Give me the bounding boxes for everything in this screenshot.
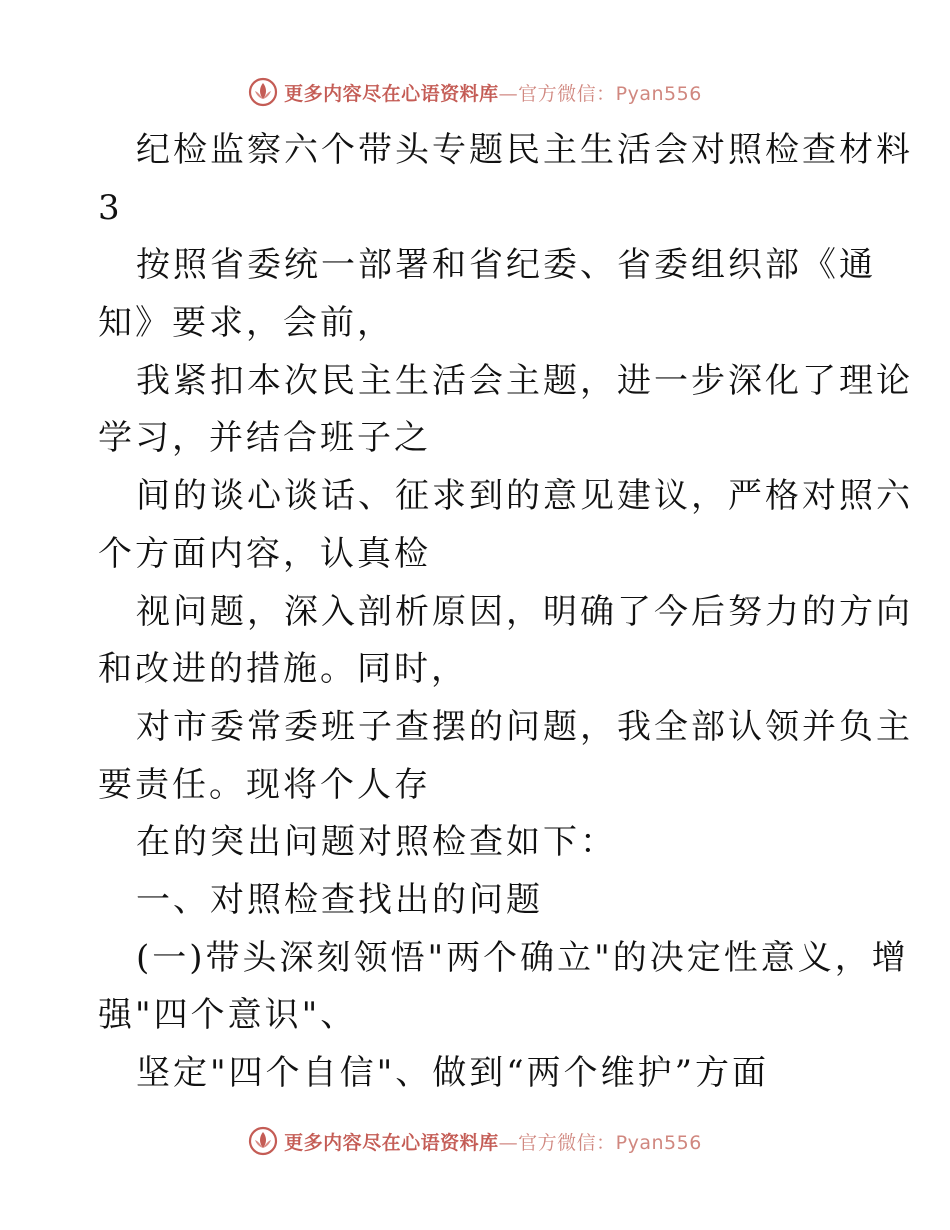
watermark-separator: — [498, 1131, 519, 1154]
watermark-brand: 更多内容尽在心语资料库 [284, 1131, 499, 1154]
section-heading: 一、对照检查找出的问题 [136, 879, 543, 920]
document-body [98, 122, 913, 1103]
subsection-heading: 强"四个意识"、 [98, 995, 358, 1036]
watermark-separator: — [498, 82, 519, 105]
lotus-logo-icon [248, 77, 278, 107]
paragraph-line: 对市委常委班子查摆的问题，我全部认领并负主 [136, 706, 913, 747]
paragraph-line: 在的突出问题对照检查如下： [136, 822, 617, 863]
paragraph-line: 要责任。现将个人存 [98, 764, 431, 805]
paragraph-line: 和改进的措施。同时， [98, 649, 468, 690]
watermark-suffix: 官方微信：Pyan556 [518, 1131, 702, 1154]
document-title-line: 3 [98, 187, 123, 228]
watermark-brand: 更多内容尽在心语资料库 [284, 82, 499, 105]
paragraph-line: 学习，并结合班子之 [98, 418, 431, 459]
watermark-text [284, 1128, 702, 1155]
document-title-line: 纪检监察六个带头专题民主生活会对照检查材料 [136, 130, 913, 170]
paragraph-line: 我紧扣本次民主生活会主题，进一步深化了理论 [136, 360, 913, 401]
paragraph-line: 个方面内容，认真检 [98, 533, 431, 574]
lotus-logo-icon [248, 1126, 278, 1156]
watermark-text [284, 79, 702, 106]
paragraph-line: 知》要求，会前， [98, 303, 394, 344]
header-watermark [0, 72, 950, 112]
paragraph-line: 间的谈心谈话、征求到的意见建议，严格对照六 [136, 476, 913, 517]
paragraph-line: 按照省委统一部署和省纪委、省委组织部《通 [136, 245, 876, 286]
paragraph-line: 坚定"四个自信"、做到“两个维护”方面 [136, 1053, 770, 1093]
footer-watermark [0, 1121, 950, 1161]
subsection-heading: (一)带头深刻领悟"两个确立"的决定性意义，增 [136, 937, 909, 978]
paragraph-line: 视问题，深入剖析原因，明确了今后努力的方向 [136, 591, 913, 632]
watermark-suffix: 官方微信：Pyan556 [518, 82, 702, 105]
